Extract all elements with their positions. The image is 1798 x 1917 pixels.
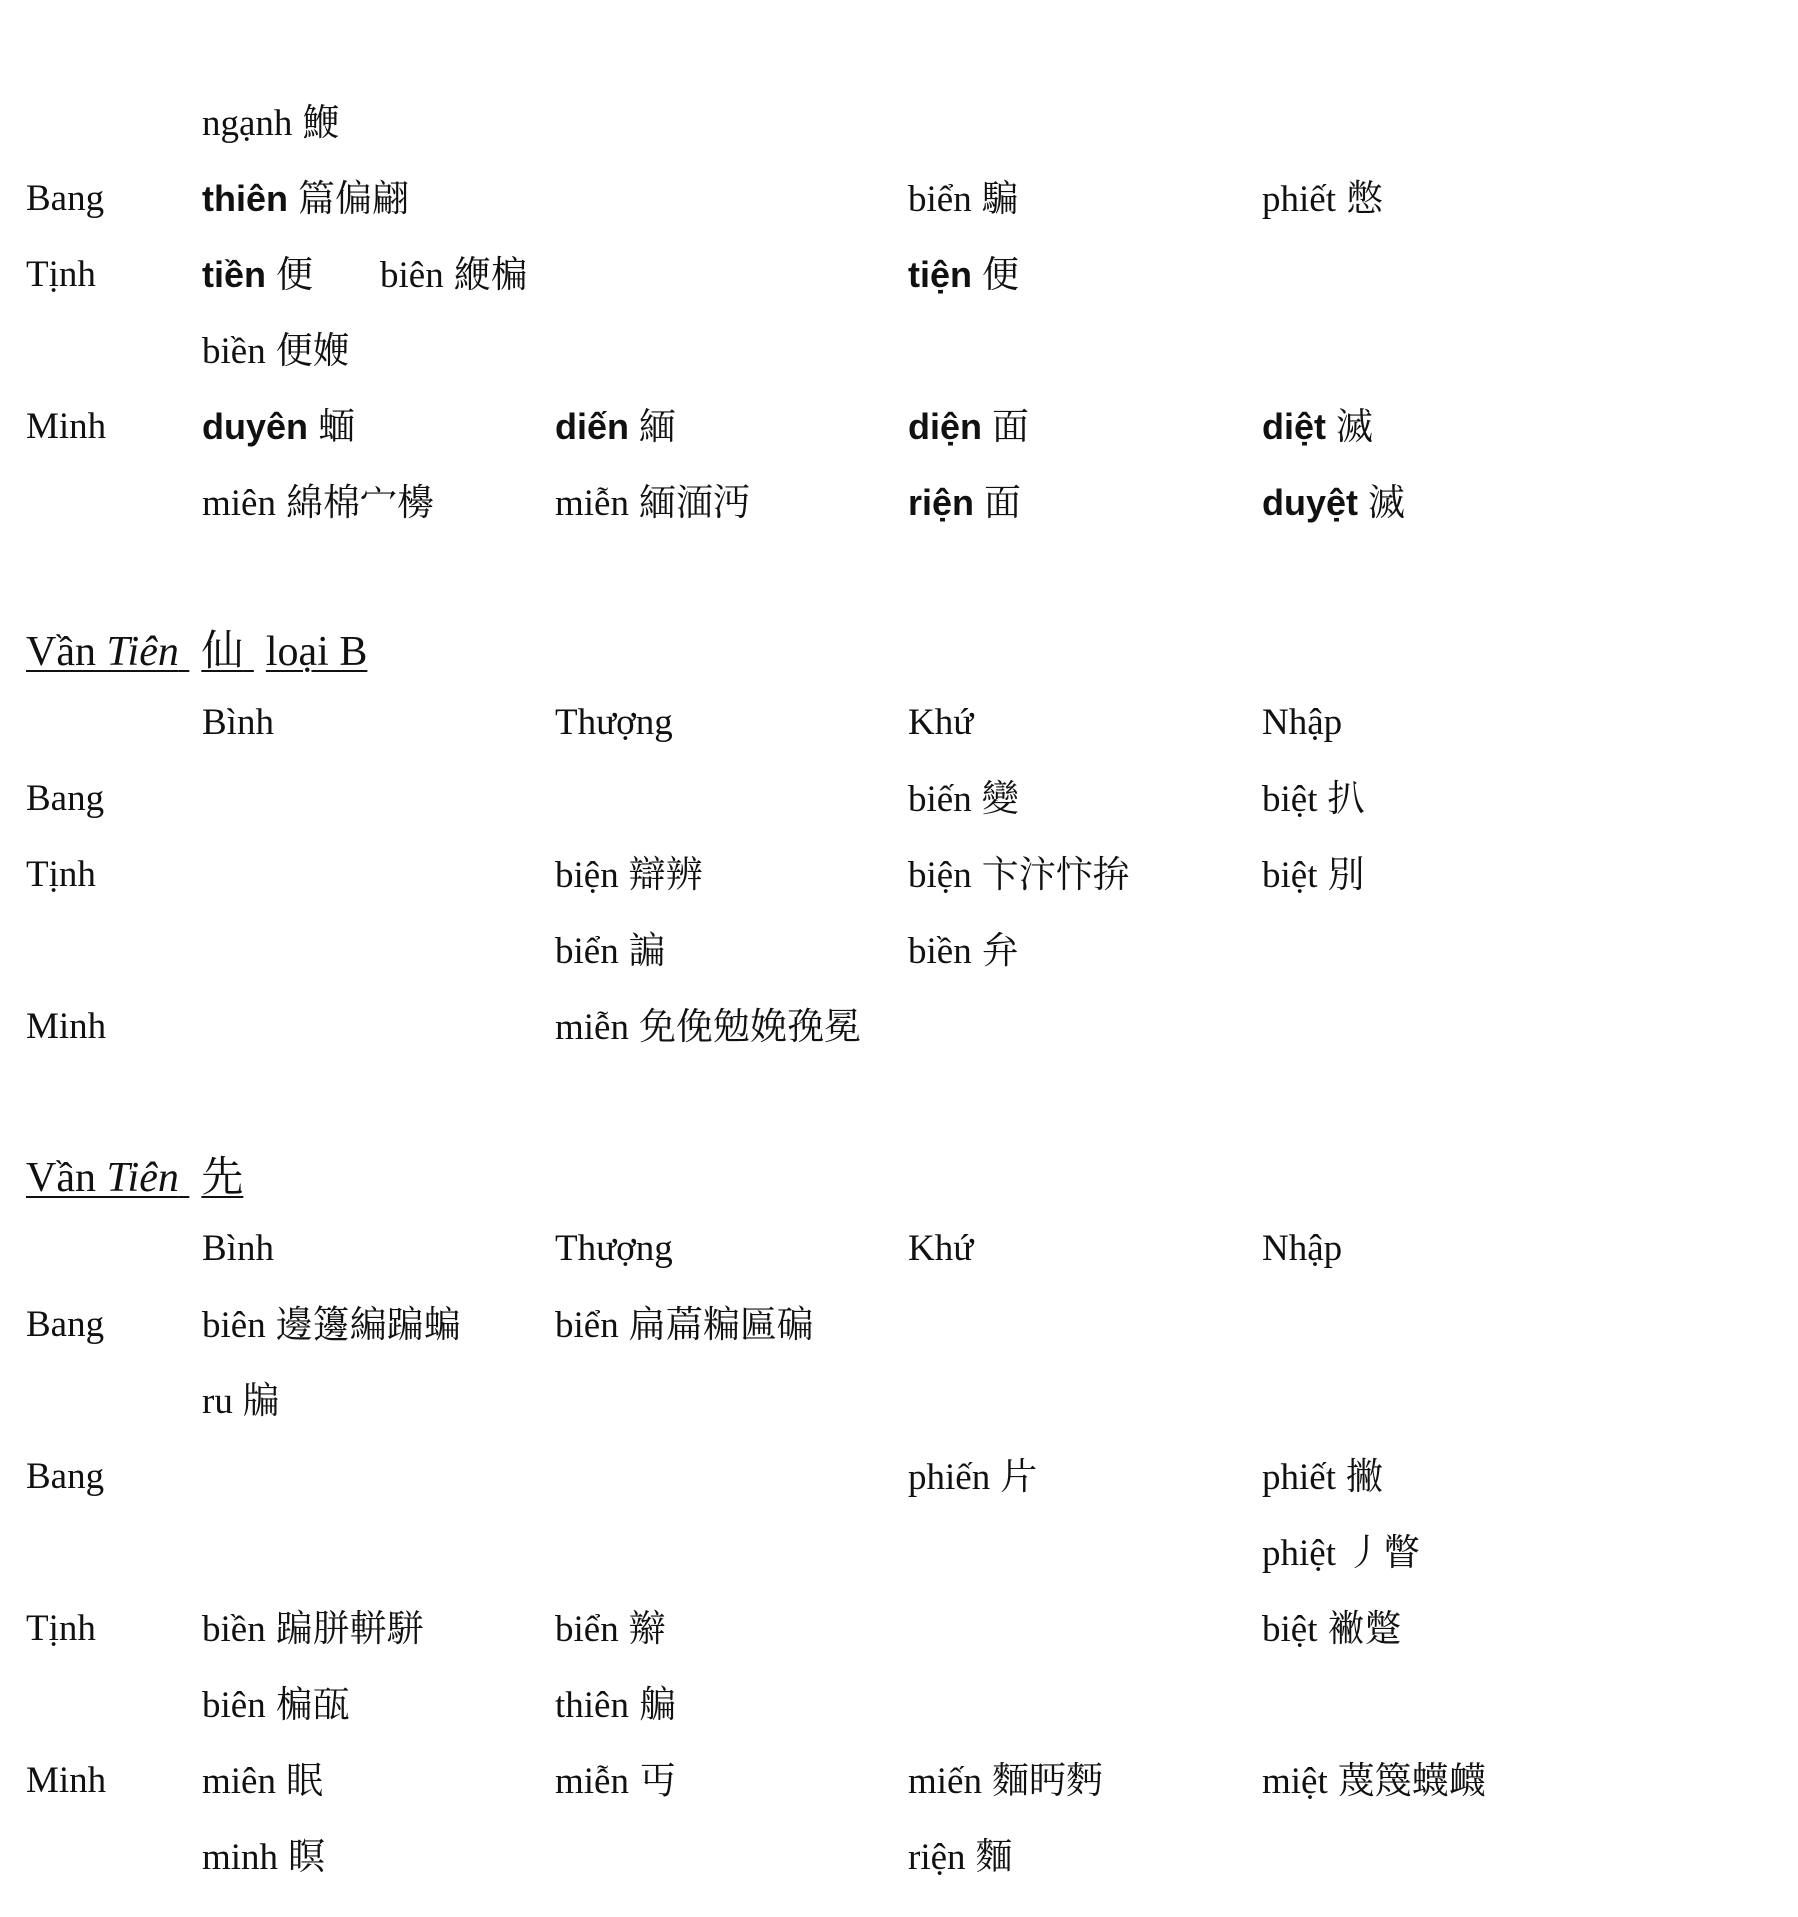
hanzi-characters: 蔑篾蠛衊 — [1337, 1759, 1486, 1802]
syllable-reading: minh — [202, 1837, 279, 1878]
hanzi-characters: 扁萹糄匾碥 — [628, 1303, 814, 1346]
hanzi-characters: 蹁胼軿駢 — [275, 1607, 424, 1650]
rhyme-entry — [1262, 776, 1364, 823]
heading-hanzi: 仙 — [201, 626, 244, 675]
rhyme-entry — [202, 1758, 323, 1805]
heading-prefix: Vần — [26, 1155, 96, 1201]
hanzi-characters: 面 — [992, 405, 1030, 448]
heading-hanzi: 先 — [201, 1152, 244, 1201]
rhyme-entry — [908, 928, 1019, 975]
initial-consonant-label: Tịnh — [26, 854, 96, 895]
hanzi-characters: 楄㼣 — [275, 1683, 350, 1726]
initial-consonant-label: Tịnh — [26, 1608, 96, 1649]
hanzi-characters: 麵 — [975, 1835, 1013, 1878]
syllable-reading: ru — [202, 1381, 233, 1422]
hanzi-characters: 篇偏翩 — [298, 177, 409, 220]
rhyme-entry — [555, 1682, 676, 1729]
rhyme-entry — [202, 480, 434, 527]
syllable-reading: duyệt — [1262, 482, 1359, 523]
hanzi-characters: 綿棉宀櫋 — [285, 481, 434, 524]
syllable-reading: miến — [908, 1761, 982, 1802]
rhyme-entry — [555, 1302, 814, 1349]
tone-column-header: Nhập — [1262, 1228, 1343, 1269]
syllable-reading: miệt — [1262, 1761, 1328, 1802]
syllable-reading: biển — [555, 1305, 619, 1346]
syllable-reading: duyên — [202, 406, 309, 447]
rhyme-entry — [1262, 404, 1373, 451]
initial-consonant-label: Bang — [26, 778, 105, 819]
hanzi-characters: 丿瞥 — [1345, 1531, 1420, 1574]
hanzi-characters: 別 — [1327, 853, 1365, 896]
syllable-reading: diến — [555, 406, 630, 447]
initial-consonant-label: Bang — [26, 1304, 105, 1345]
syllable-reading: phiết — [1262, 179, 1336, 220]
syllable-reading: miễn — [555, 1761, 629, 1802]
rhyme-entry — [555, 1606, 666, 1653]
rhyme-entry — [380, 252, 528, 299]
rhyme-entry — [202, 328, 350, 375]
initial-consonant-label: Minh — [26, 1006, 107, 1047]
hanzi-characters: 牑 — [242, 1379, 280, 1422]
syllable-reading: biển — [908, 179, 972, 220]
rhyme-entry — [908, 1758, 1103, 1805]
rhyme-entry — [1262, 480, 1405, 527]
rhyme-entry — [908, 852, 1130, 899]
heading-rhyme-name: Tiên — [106, 1155, 179, 1201]
syllable-reading: ngạnh — [202, 103, 293, 144]
rhyme-entry — [202, 252, 313, 299]
hanzi-characters: 弁 — [981, 929, 1019, 972]
rhyme-entry — [1262, 1758, 1486, 1805]
hanzi-characters: 鯾 — [302, 101, 340, 144]
hanzi-characters: 便㛹 — [275, 329, 350, 372]
tone-column-header: Nhập — [1262, 702, 1343, 743]
syllable-reading: biên — [202, 1685, 266, 1726]
initial-consonant-label: Bang — [26, 178, 105, 219]
rhyme-entry — [908, 480, 1021, 527]
hanzi-characters: 眠 — [285, 1759, 323, 1802]
initial-consonant-label: Bang — [26, 1456, 105, 1497]
syllable-reading: thiên — [202, 178, 288, 219]
hanzi-characters: 扒 — [1327, 777, 1365, 820]
rhyme-entry — [202, 1682, 350, 1729]
rhyme-entry — [908, 176, 1019, 223]
hanzi-characters: 艑 — [638, 1683, 676, 1726]
hanzi-characters: 緶楄 — [453, 253, 528, 296]
syllable-reading: miên — [202, 483, 276, 524]
rhyme-entry — [908, 1834, 1013, 1881]
syllable-reading: biến — [908, 779, 972, 820]
rhyme-entry — [908, 1454, 1037, 1501]
initial-consonant-label: Minh — [26, 1760, 107, 1801]
rhyme-entry — [202, 176, 409, 223]
hanzi-characters: 便 — [276, 253, 314, 296]
syllable-reading: biên — [380, 255, 444, 296]
rhyme-entry — [1262, 1530, 1420, 1577]
hanzi-characters: 辯辨 — [628, 853, 703, 896]
rhyme-entry — [1262, 1606, 1401, 1653]
rhyme-entry — [202, 1302, 461, 1349]
syllable-reading: thiên — [555, 1685, 629, 1726]
tone-column-header: Bình — [202, 702, 274, 743]
rhyme-entry — [555, 1758, 676, 1805]
syllable-reading: miên — [202, 1761, 276, 1802]
rhyme-entry — [555, 404, 676, 451]
syllable-reading: phiến — [908, 1457, 991, 1498]
rhyme-entry — [908, 252, 1019, 299]
rhyme-entry — [202, 1378, 280, 1425]
syllable-reading: tiền — [202, 254, 267, 295]
syllable-reading: biền — [202, 331, 266, 372]
section-heading-tien — [26, 1152, 243, 1203]
hanzi-characters: 緬 — [639, 405, 677, 448]
syllable-reading: biệt — [1262, 855, 1318, 896]
hanzi-characters: 麵眄麪 — [991, 1759, 1103, 1802]
syllable-reading: biền — [908, 931, 972, 972]
syllable-reading: biệt — [1262, 779, 1318, 820]
hanzi-characters: 變 — [981, 777, 1019, 820]
hanzi-characters: 騙 — [981, 177, 1019, 220]
hanzi-characters: 免俛勉娩㝃冕 — [638, 1005, 861, 1048]
syllable-reading: diện — [908, 406, 983, 447]
hanzi-characters: 緬湎沔 — [638, 481, 750, 524]
syllable-reading: biển — [555, 931, 619, 972]
syllable-reading: miễn — [555, 483, 629, 524]
rhyme-entry — [908, 404, 1029, 451]
hanzi-characters: 辮 — [628, 1607, 666, 1650]
hanzi-characters: 瞑 — [288, 1835, 326, 1878]
rhyme-entry — [555, 1004, 861, 1051]
rhyme-entry — [1262, 852, 1364, 899]
hanzi-characters: 便 — [982, 253, 1020, 296]
initial-consonant-label: Minh — [26, 406, 107, 447]
section-heading-tien-b — [26, 626, 367, 677]
rhyme-entry — [202, 404, 355, 451]
rhyme-entry — [1262, 1454, 1383, 1501]
hanzi-characters: 蝒 — [318, 405, 356, 448]
tone-column-header: Thượng — [555, 1228, 673, 1269]
hanzi-characters: 諞 — [628, 929, 666, 972]
rhyme-entry — [908, 776, 1019, 823]
rhyme-entry — [555, 852, 703, 899]
hanzi-characters: 滅 — [1368, 481, 1406, 524]
hanzi-characters: 卞汴忭拚 — [981, 853, 1130, 896]
hanzi-characters: 丏 — [638, 1759, 676, 1802]
rhyme-entry — [555, 480, 750, 527]
rhyme-entry — [202, 1606, 424, 1653]
rhyme-entry — [1262, 176, 1383, 223]
hanzi-characters: 邊籩編蹁蝙 — [275, 1303, 461, 1346]
syllable-reading: riện — [908, 1837, 966, 1878]
syllable-reading: biền — [202, 1609, 266, 1650]
rhyme-entry — [555, 928, 666, 975]
syllable-reading: biện — [555, 855, 619, 896]
heading-suffix: loại B — [265, 629, 368, 675]
rhyme-entry — [202, 100, 339, 147]
tone-column-header: Bình — [202, 1228, 274, 1269]
hanzi-characters: 滅 — [1336, 405, 1374, 448]
hanzi-characters: 面 — [984, 481, 1022, 524]
syllable-reading: diệt — [1262, 406, 1327, 447]
syllable-reading: biện — [908, 855, 972, 896]
syllable-reading: riện — [908, 482, 975, 523]
hanzi-characters: 片 — [1000, 1455, 1038, 1498]
syllable-reading: miễn — [555, 1007, 629, 1048]
syllable-reading: biệt — [1262, 1609, 1318, 1650]
heading-prefix: Vần — [26, 629, 96, 675]
hanzi-characters: 撇 — [1345, 1455, 1383, 1498]
syllable-reading: phiệt — [1262, 1533, 1336, 1574]
syllable-reading: biển — [555, 1609, 619, 1650]
hanzi-characters: 襒蹩 — [1327, 1607, 1402, 1650]
tone-column-header: Khứ — [908, 1228, 974, 1269]
rhyme-entry — [202, 1834, 325, 1881]
syllable-reading: biên — [202, 1305, 266, 1346]
initial-consonant-label: Tịnh — [26, 254, 96, 295]
heading-rhyme-name: Tiên — [106, 629, 179, 675]
tone-column-header: Thượng — [555, 702, 673, 743]
tone-column-header: Khứ — [908, 702, 974, 743]
syllable-reading: phiết — [1262, 1457, 1336, 1498]
hanzi-characters: 憋 — [1345, 177, 1383, 220]
syllable-reading: tiện — [908, 254, 973, 295]
